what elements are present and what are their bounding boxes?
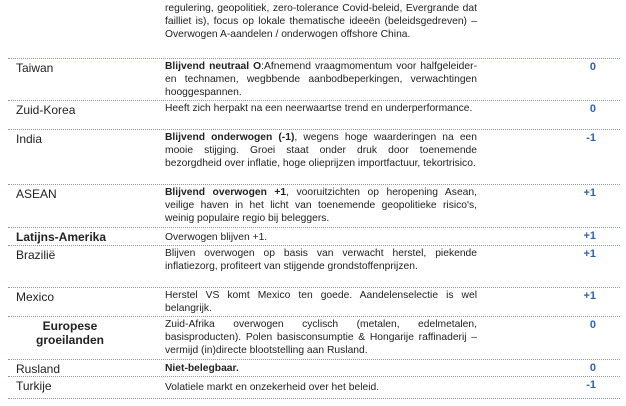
row-description (165, 102, 477, 115)
row-text: Volatiele markt en onzekerheid over het beleid. (165, 382, 380, 393)
row-region: Latijns-Amerika (16, 230, 107, 244)
row-region: ASEAN (16, 187, 57, 201)
row-text: :Afnemend vraagmomentum voor halfgeleider- en technamen, wegbbende aanbodbeperkingen, verwachtingen hooggespannen. (165, 61, 477, 98)
row-divider (8, 287, 620, 288)
row-description (165, 362, 477, 375)
row-region: Turkije (16, 379, 52, 393)
row-divider (8, 227, 620, 228)
row-lead: Blijvend neutraal O (165, 61, 262, 72)
row-divider (8, 398, 620, 399)
row-region: India (16, 132, 43, 146)
row-description (165, 186, 477, 225)
row-region: Europese groeilanden (35, 319, 104, 347)
row-description (165, 60, 477, 99)
row-lead: Blijvend overwogen +1 (165, 187, 287, 198)
row-score: +1 (583, 230, 596, 242)
row-score: 0 (589, 319, 596, 331)
row-divider (8, 316, 620, 317)
row-description (165, 289, 477, 315)
row-divider (8, 184, 620, 185)
row-divider (8, 359, 620, 360)
row-description (165, 318, 477, 357)
row-description (165, 231, 477, 244)
row-text: , wegens hoge waarderingen na een mooie stijging. Groei staat onder druk door toenemende bezorgdheid over inflatie, hoge olieprijzen importfactuur, tekortrisico. (165, 132, 478, 169)
row-region: Taiwan (16, 61, 54, 75)
row-text: Herstel VS komt Mexico ten goede. Aandelenselectie is wel belangrijk. (165, 290, 477, 314)
row-score: -1 (586, 132, 596, 144)
row-text: , vooruitzichten op heropening Asean, veilige haven in het licht van toenemende geopolitieke risico's, weinig populaire regio bij beleggers. (165, 187, 477, 224)
row-divider (8, 245, 620, 246)
row-text: regulering, geopolitiek, zero-tolerance Covid-beleid, Evergrande dat failliet is), focus op lokale thematische ideeën (beleidsgedreven) – Overwogen A-aandelen / onderwogen offshore China. (165, 3, 477, 40)
row-region: Zuid-Korea (16, 103, 76, 117)
row-description (165, 381, 477, 394)
row-description (165, 247, 477, 273)
row-score: 0 (589, 103, 596, 115)
row-score: 0 (589, 362, 596, 374)
row-lead: Blijvend onderwogen (-1) (165, 132, 295, 143)
row-lead: Niet-belegbaar. (165, 363, 239, 374)
row-score: +1 (583, 248, 596, 260)
row-region: Rusland (16, 362, 61, 376)
row-score: -1 (586, 379, 596, 391)
row-description (165, 131, 477, 170)
row-region: Mexico (16, 290, 55, 304)
row-score: +1 (583, 187, 596, 199)
row-divider (8, 376, 620, 377)
row-text: Overwogen blijven +1. (165, 232, 268, 243)
row-text: Heeft zich herpakt na een neerwaartse trend en underperformance. (165, 103, 473, 114)
row-divider (8, 100, 620, 101)
row-score: 0 (589, 61, 596, 73)
row-score: +1 (583, 290, 596, 302)
row-region: Brazilië (16, 248, 56, 262)
row-description (165, 2, 477, 41)
row-text: Blijven overwogen op basis van verwacht herstel, piekende inflatiezorg, profiteert van stijgende grondstoffenprijzen. (165, 248, 477, 272)
row-divider (8, 129, 620, 130)
row-divider (8, 58, 620, 59)
row-text: Zuid-Afrika overwogen cyclisch (metalen, edelmetalen, basisproducten). Polen basisconsumptie & Hongarije raffinaderij – vermijd (in)directe blootstelling aan Rusland. (165, 319, 477, 356)
